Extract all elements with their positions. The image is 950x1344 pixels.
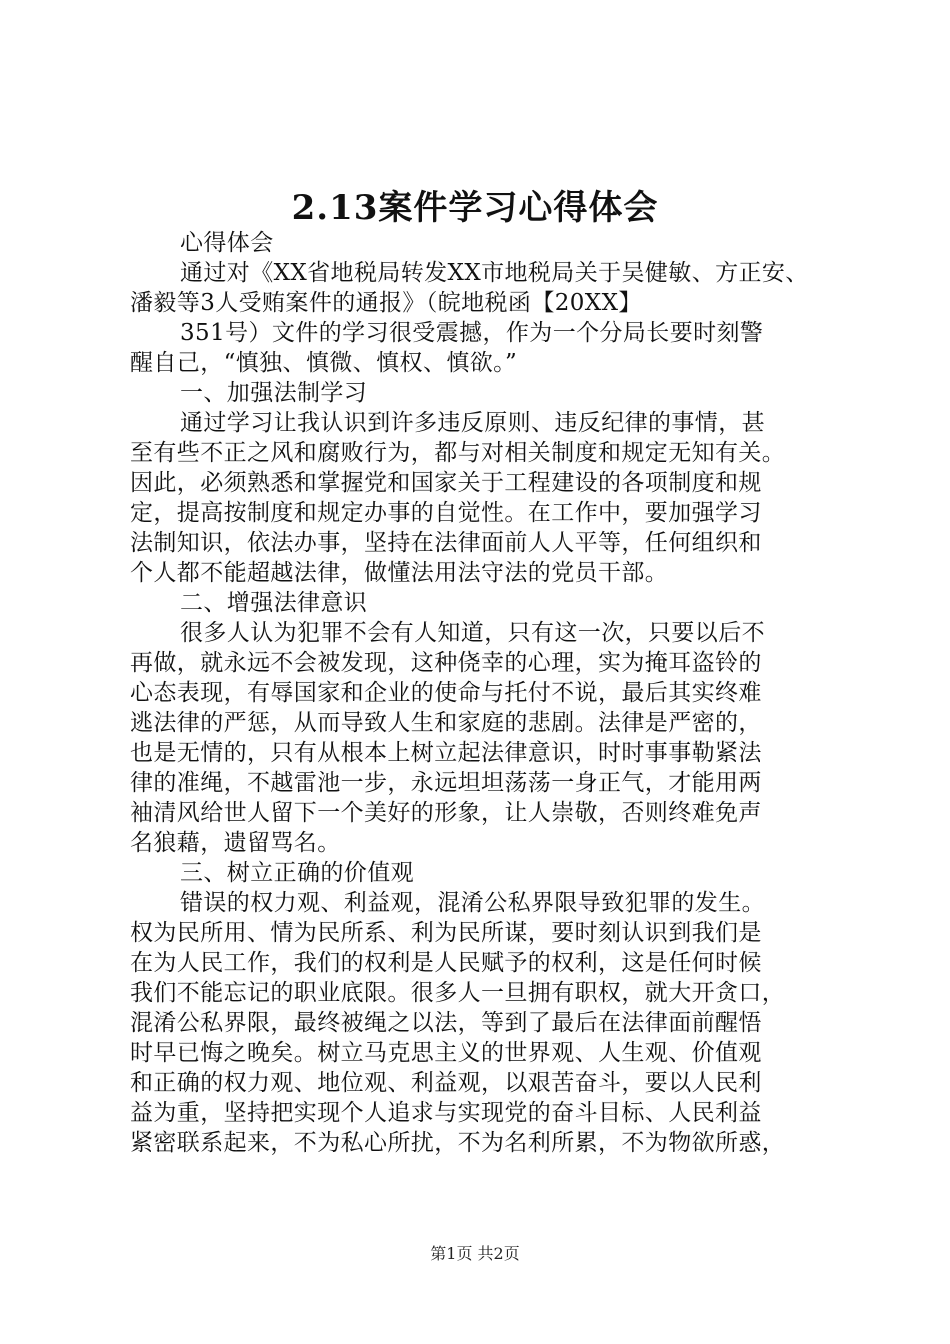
text-line: 一、加强法制学习 [180,380,368,406]
text-line: 益为重，坚持把实现个人追求与实现党的奋斗目标、人民利益 [130,1100,762,1126]
text-line: 心态表现，有辱国家和企业的使命与托付不说，最后其实终难 [130,680,762,706]
text-line: 通过学习让我认识到许多违反原则、违反纪律的事情，甚 [180,410,765,436]
text-line: 时早已悔之晚矣。树立马克思主义的世界观、人生观、价值观 [130,1040,762,1066]
text-line: 二、增强法律意识 [180,590,368,616]
text-line: 袖清风给世人留下一个美好的形象，让人崇敬，否则终难免声 [130,800,762,826]
page-footer: 第1页 共2页 [430,1244,520,1263]
text-line: 个人都不能超越法律，做懂法用法守法的党员干部。 [130,560,669,586]
document-body [130,228,830,1158]
text-line: 紧密联系起来，不为私心所扰，不为名利所累，不为物欲所惑， [130,1130,786,1156]
text-line: 在为人民工作，我们的权利是人民赋予的权利，这是任何时候 [130,950,762,976]
text-line: 律的准绳，不越雷池一步，永远坦坦荡荡一身正气，才能用两 [130,770,762,796]
text-line: 定，提高按制度和规定办事的自觉性。在工作中，要加强学习 [130,500,762,526]
text-line: 因此，必须熟悉和掌握党和国家关于工程建设的各项制度和规 [130,470,762,496]
text-line: 和正确的权力观、地位观、利益观，以艰苦奋斗，要以人民利 [130,1070,762,1096]
text-line: 名狼藉，遗留骂名。 [130,830,341,856]
text-line: 也是无情的，只有从根本上树立起法律意识，时时事事勒紧法 [130,740,762,766]
text-line: 通过对《XX省地税局转发XX市地税局关于吴健敏、方正安、 [180,260,809,286]
text-line: 逃法律的严惩，从而导致人生和家庭的悲剧。法律是严密的， [130,710,762,736]
text-line: 法制知识，依法办事，坚持在法律面前人人平等，任何组织和 [130,530,762,556]
text-line: 醒自己，“慎独、慎微、慎权、慎欲。” [130,350,518,376]
text-line: 351号）文件的学习很受震撼，作为一个分局长要时刻警 [180,320,764,346]
text-line: 很多人认为犯罪不会有人知道，只有这一次，只要以后不 [180,620,765,646]
text-line: 心得体会 [180,230,274,256]
text-line: 权为民所用、情为民所系、利为民所谋，要时刻认识到我们是 [130,920,762,946]
text-line: 错误的权力观、利益观，混淆公私界限导致犯罪的发生。 [180,890,765,916]
text-line: 混淆公私界限，最终被绳之以法，等到了最后在法律面前醒悟 [130,1010,762,1036]
document-title: 2.13案件学习心得体会 [291,188,659,228]
text-line: 三、树立正确的价值观 [180,860,414,886]
text-line: 再做，就永远不会被发现，这种侥幸的心理，实为掩耳盗铃的 [130,650,762,676]
text-line: 潘毅等3人受贿案件的通报》（皖地税函【20XX】 [130,290,642,316]
text-line: 至有些不正之风和腐败行为，都与对相关制度和规定无知有关。 [130,440,786,466]
text-line: 我们不能忘记的职业底限。很多人一旦拥有职权，就大开贪口， [130,980,786,1006]
